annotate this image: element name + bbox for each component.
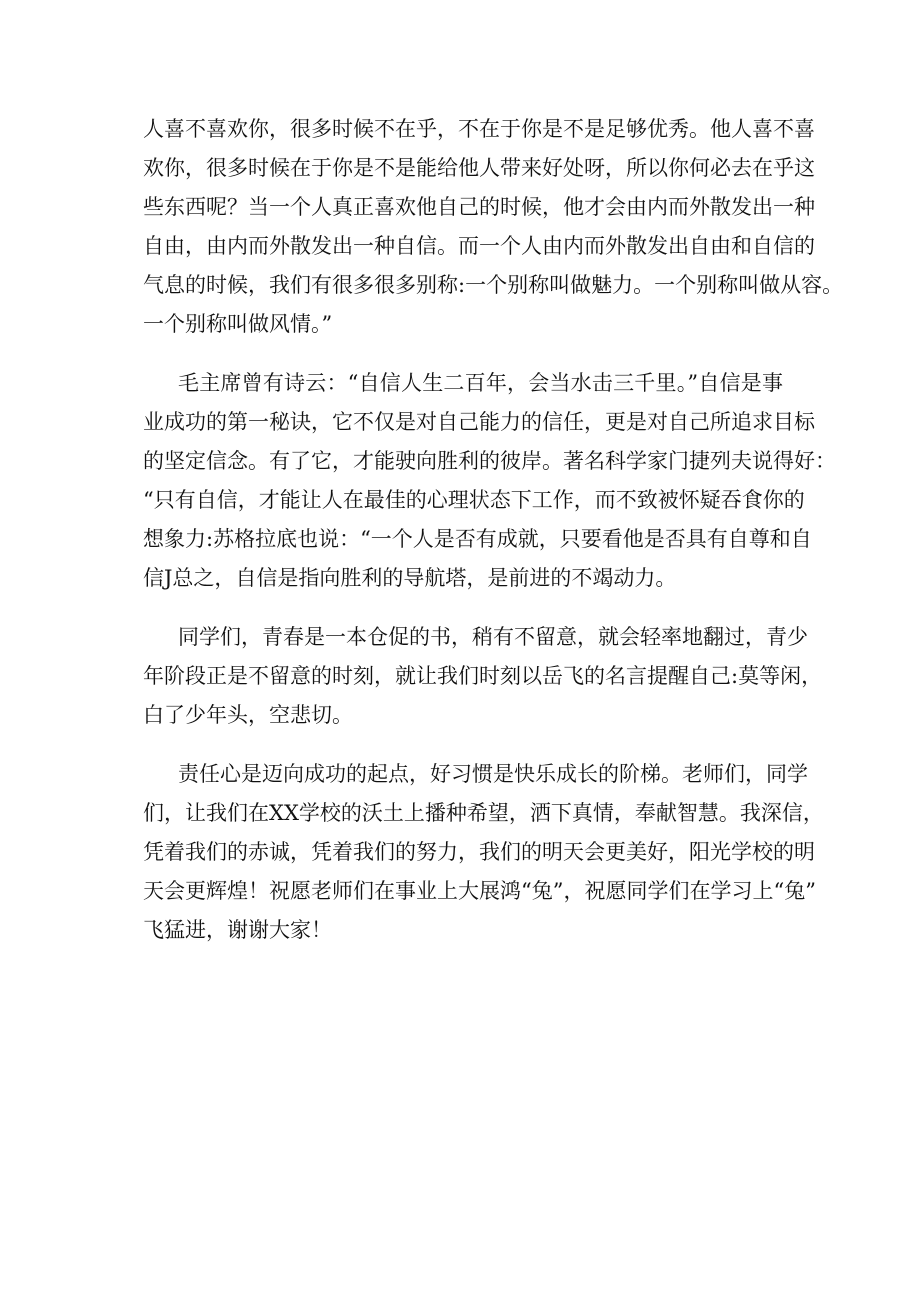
document-body <box>143 110 844 970</box>
paragraph-line: 一个别称叫做风情。” <box>143 312 333 336</box>
paragraph-line: 人喜不喜欢你，很多时候不在乎，不在于你是不是足够优秀。他人喜不喜 <box>143 117 815 141</box>
paragraph-line: 白了少年头，空悲切。 <box>143 703 353 727</box>
paragraph-line: 责任心是迈向成功的起点，好习惯是快乐成长的阶梯。老师们，同学 <box>178 762 808 786</box>
paragraph-line: 年阶段正是不留意的时刻，就让我们时刻以岳飞的名言提醒自己:莫等闲， <box>143 664 823 688</box>
paragraph-line: 自由，由内而外散发出一种自信。而一个人由内而外散发出自由和自信的 <box>143 234 815 258</box>
paragraph-line: 们，让我们在XX学校的沃土上播种希望，洒下真情，奉献智慧。我深信， <box>143 801 824 825</box>
paragraph-line: 想象力:苏格拉底也说：“一个人是否有成就，只要看他是否具有自尊和自 <box>143 527 812 551</box>
paragraph-line: 些东西呢？当一个人真正喜欢他自己的时候，他才会由内而外散发出一种 <box>143 195 815 219</box>
paragraph-line: 的坚定信念。有了它，才能驶向胜利的彼岸。著名科学家门捷列夫说得好： <box>143 449 836 473</box>
paragraph-line: 凭着我们的赤诚，凭着我们的努力，我们的明天会更美好，阳光学校的明 <box>143 840 815 864</box>
paragraph-line: 信J总之，自信是指向胜利的导航塔，是前进的不竭动力。 <box>143 566 677 590</box>
paragraph-1 <box>143 110 844 344</box>
paragraph-line: 毛主席曾有诗云：“自信人生二百年，会当水击三千里。”自信是事 <box>178 371 783 395</box>
paragraph-line: 欢你，很多时候在于你是不是能给他人带来好处呀，所以你何必去在乎这 <box>143 156 815 180</box>
paragraph-line: 气息的时候，我们有很多很多别称:一个别称叫做魅力。一个别称叫做从容。 <box>143 273 844 297</box>
paragraph-4 <box>143 755 824 950</box>
paragraph-line: “只有自信，才能让人在最佳的心理状态下工作，而不致被怀疑吞食你的 <box>143 488 805 512</box>
paragraph-2 <box>143 364 836 598</box>
paragraph-line: 天会更辉煌！祝愿老师们在事业上大展鸿“兔”，祝愿同学们在学习上“兔” <box>143 879 816 903</box>
paragraph-3 <box>143 618 823 735</box>
paragraph-line: 业成功的第一秘诀，它不仅是对自己能力的信任，更是对自己所追求目标 <box>143 410 815 434</box>
paragraph-line: 飞猛进，谢谢大家！ <box>143 918 332 942</box>
paragraph-line: 同学们，青春是一本仓促的书，稍有不留意，就会轻率地翻过，青少 <box>178 625 808 649</box>
